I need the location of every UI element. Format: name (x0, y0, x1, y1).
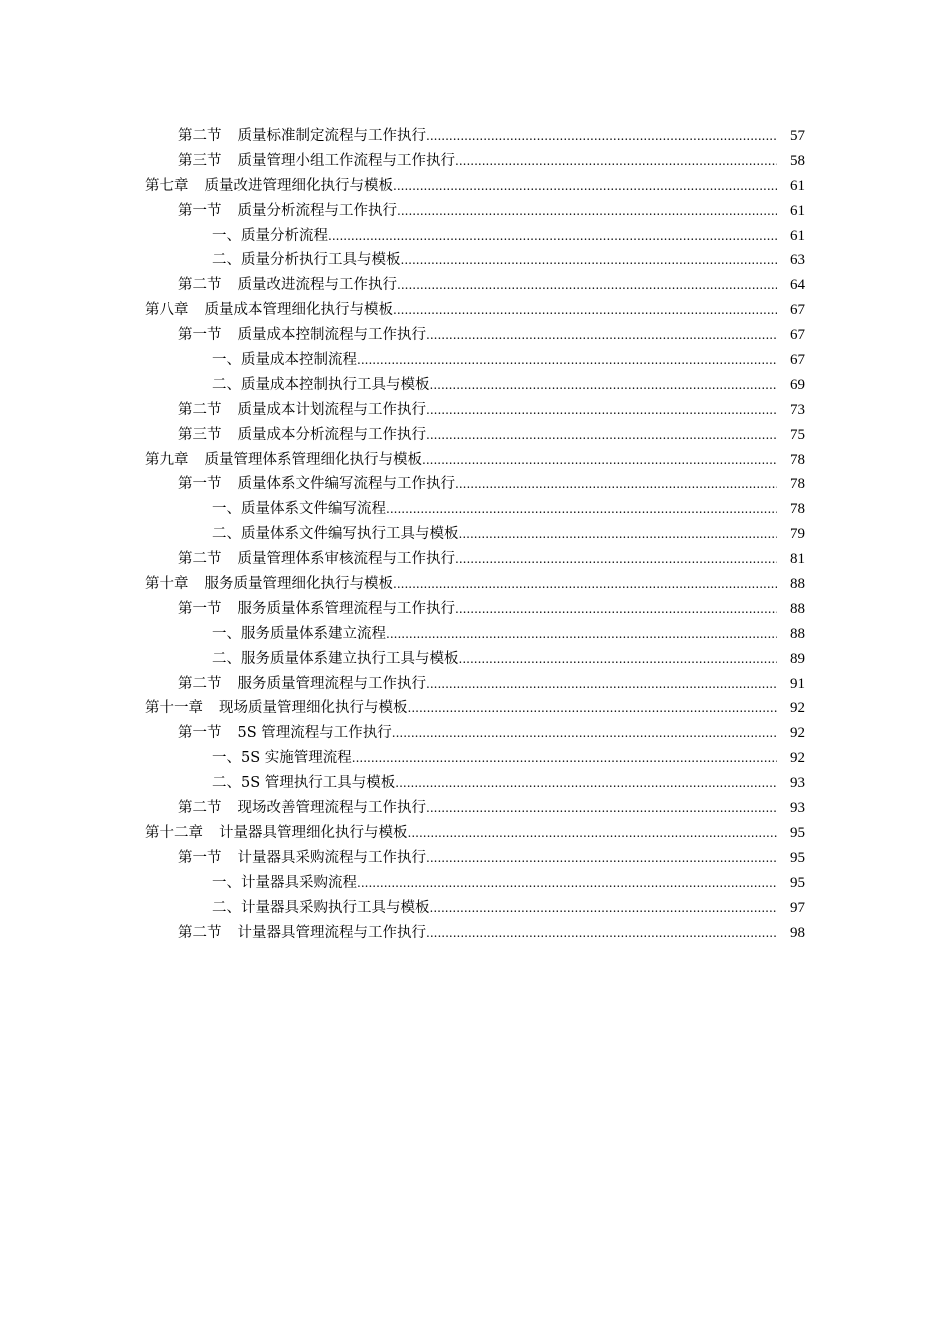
toc-entry[interactable] (0, 572, 950, 597)
toc-entry-title: 质量成本控制流程与工作执行 (237, 327, 426, 344)
toc-entry[interactable] (0, 796, 950, 821)
toc-entry-title: 二、服务质量体系建立执行工具与模板 (212, 650, 459, 667)
toc-entry-title: 二、质量体系文件编写执行工具与模板 (212, 526, 459, 543)
toc-entry-title: 质量标准制定流程与工作执行 (237, 128, 426, 144)
toc-entry[interactable] (0, 124, 950, 149)
toc-page-number: 81 (790, 551, 805, 568)
toc-page-number: 92 (790, 725, 805, 742)
toc-entry-label (145, 821, 408, 846)
toc-entry-label (178, 423, 426, 448)
toc-entry-title: 5S 管理流程与工作执行 (237, 725, 392, 742)
toc-dot-leader (426, 921, 777, 946)
toc-entry-label (178, 796, 426, 821)
toc-entry-title: 质量体系文件编写流程与工作执行 (237, 476, 455, 493)
toc-entry-number: 第九章 (145, 451, 189, 468)
toc-entry-title: 服务质量管理流程与工作执行 (237, 675, 426, 692)
toc-page-number: 88 (790, 600, 805, 617)
toc-entry[interactable] (0, 398, 950, 423)
toc-page-number: 67 (790, 352, 805, 369)
toc-entry-title: 质量成本管理细化执行与模板 (204, 302, 393, 319)
toc-entry-title: 一、服务质量体系建立流程 (212, 625, 386, 642)
toc-entry[interactable] (0, 921, 950, 946)
toc-entry-number: 第三节 (178, 426, 222, 443)
toc-entry-title: 质量分析流程与工作执行 (237, 202, 397, 219)
toc-dot-leader (392, 721, 777, 746)
toc-page-number: 64 (790, 277, 805, 294)
toc-dot-leader (386, 622, 777, 647)
toc-entry[interactable] (0, 746, 950, 771)
toc-entry-number: 第一节 (178, 725, 222, 742)
toc-entry[interactable] (0, 846, 950, 871)
toc-page-number: 78 (790, 501, 805, 518)
table-of-contents (0, 124, 950, 945)
toc-dot-leader (426, 423, 777, 448)
toc-entry-label (212, 224, 328, 249)
toc-entry-title: 质量管理体系管理细化执行与模板 (204, 451, 422, 468)
toc-page-number: 92 (790, 750, 805, 767)
toc-entry[interactable] (0, 273, 950, 298)
toc-entry[interactable] (0, 423, 950, 448)
toc-entry-label (178, 921, 426, 946)
toc-dot-leader (352, 746, 777, 771)
toc-entry-label (212, 622, 386, 647)
toc-entry-title: 一、5S 实施管理流程 (212, 750, 352, 767)
toc-entry-label (212, 871, 357, 896)
toc-entry[interactable] (0, 149, 950, 174)
toc-entry-title: 一、计量器具采购流程 (212, 874, 357, 891)
toc-entry-title: 现场改善管理流程与工作执行 (237, 800, 426, 817)
toc-entry[interactable] (0, 497, 950, 522)
toc-entry-label (145, 448, 422, 473)
toc-entry-number: 第一节 (178, 327, 222, 344)
toc-dot-leader (426, 323, 777, 348)
toc-entry-label (178, 547, 455, 572)
toc-entry-number: 第二节 (178, 924, 222, 941)
toc-entry-title: 质量改进流程与工作执行 (237, 277, 397, 294)
toc-entry-label (212, 522, 459, 547)
toc-entry-label (212, 746, 352, 771)
toc-entry-title: 计量器具管理细化执行与模板 (219, 824, 408, 841)
toc-entry-number: 第二节 (178, 675, 222, 692)
toc-page-number: 78 (790, 476, 805, 493)
toc-page-number: 78 (790, 451, 805, 468)
toc-entry-title: 计量器具管理流程与工作执行 (237, 924, 426, 941)
toc-entry-label (178, 149, 455, 174)
toc-entry-label (212, 497, 386, 522)
toc-page-number: 88 (790, 576, 805, 593)
toc-dot-leader (430, 373, 778, 398)
toc-entry-label (145, 174, 393, 199)
toc-entry-title: 二、质量分析执行工具与模板 (212, 252, 401, 269)
toc-entry[interactable] (0, 821, 950, 846)
toc-entry-number: 第二节 (178, 800, 222, 817)
toc-entry-title: 一、质量体系文件编写流程 (212, 501, 386, 518)
toc-entry-number: 第一节 (178, 849, 222, 866)
toc-entry-title: 质量成本分析流程与工作执行 (237, 426, 426, 443)
toc-page-number: 57 (790, 128, 805, 144)
toc-entry[interactable] (0, 696, 950, 721)
toc-entry[interactable] (0, 597, 950, 622)
toc-entry[interactable] (0, 224, 950, 249)
toc-entry-label (178, 273, 397, 298)
toc-page-number: 92 (790, 700, 805, 717)
toc-dot-leader (459, 522, 778, 547)
toc-entry-label (178, 472, 455, 497)
toc-page-number: 67 (790, 302, 805, 319)
toc-page-number: 93 (790, 800, 805, 817)
toc-entry[interactable] (0, 522, 950, 547)
toc-entry[interactable] (0, 323, 950, 348)
toc-entry-number: 第一节 (178, 202, 222, 219)
toc-entry[interactable] (0, 199, 950, 224)
toc-dot-leader (426, 672, 777, 697)
toc-entry-label (178, 124, 426, 149)
toc-entry-title: 质量改进管理细化执行与模板 (204, 177, 393, 194)
toc-entry-label (212, 373, 430, 398)
toc-entry-number: 第一节 (178, 476, 222, 493)
toc-page-number: 61 (790, 227, 805, 244)
toc-entry[interactable] (0, 647, 950, 672)
toc-dot-leader (455, 597, 777, 622)
toc-page-number: 95 (790, 824, 805, 841)
toc-page-number: 95 (790, 849, 805, 866)
toc-entry-title: 二、5S 管理执行工具与模板 (212, 775, 396, 792)
toc-entry-label (178, 199, 397, 224)
toc-entry-label (212, 771, 395, 796)
toc-entry-number: 第二节 (178, 277, 222, 294)
toc-dot-leader (455, 472, 777, 497)
toc-dot-leader (459, 647, 778, 672)
toc-entry[interactable] (0, 721, 950, 746)
toc-entry[interactable] (0, 248, 950, 273)
toc-dot-leader (408, 821, 778, 846)
toc-entry-title: 二、质量成本控制执行工具与模板 (212, 376, 430, 393)
toc-dot-leader (426, 124, 777, 149)
toc-entry-title: 服务质量体系管理流程与工作执行 (237, 600, 455, 617)
toc-entry-title: 质量管理体系审核流程与工作执行 (237, 551, 455, 568)
toc-entry-label (145, 298, 393, 323)
toc-dot-leader (328, 224, 777, 249)
toc-entry[interactable] (0, 672, 950, 697)
toc-entry-number: 第三节 (178, 152, 222, 169)
toc-entry-title: 二、计量器具采购执行工具与模板 (212, 899, 430, 916)
toc-entry-number: 第七章 (145, 177, 189, 194)
toc-entry[interactable] (0, 896, 950, 921)
toc-page-number: 88 (790, 625, 805, 642)
toc-entry-title: 质量成本计划流程与工作执行 (237, 401, 426, 418)
toc-entry-title: 质量管理小组工作流程与工作执行 (237, 152, 455, 169)
toc-dot-leader (395, 771, 777, 796)
toc-page-number: 61 (790, 202, 805, 219)
toc-entry-label (212, 348, 357, 373)
toc-dot-leader (386, 497, 777, 522)
toc-entry[interactable] (0, 373, 950, 398)
toc-dot-leader (357, 348, 777, 373)
toc-entry[interactable] (0, 448, 950, 473)
toc-entry[interactable] (0, 298, 950, 323)
toc-page-number: 63 (790, 252, 805, 269)
toc-dot-leader (397, 199, 777, 224)
toc-page-number: 98 (790, 924, 805, 941)
toc-dot-leader (357, 871, 777, 896)
toc-dot-leader (455, 149, 777, 174)
toc-entry-label (212, 647, 459, 672)
toc-entry-label (145, 572, 393, 597)
toc-entry-number: 第二节 (178, 401, 222, 418)
toc-entry-label (178, 323, 426, 348)
toc-dot-leader (426, 846, 777, 871)
toc-page-number: 97 (790, 899, 805, 916)
toc-entry[interactable] (0, 348, 950, 373)
toc-entry-label (178, 597, 455, 622)
toc-entry[interactable] (0, 547, 950, 572)
toc-page-number: 69 (790, 376, 805, 393)
toc-entry-title: 一、质量分析流程 (212, 227, 328, 244)
toc-dot-leader (430, 896, 778, 921)
toc-entry-label (212, 248, 401, 273)
toc-dot-leader (455, 547, 777, 572)
toc-page-number: 58 (790, 152, 805, 169)
toc-entry-number: 第一节 (178, 600, 222, 617)
toc-entry-number: 第二节 (178, 128, 222, 144)
toc-dot-leader (426, 398, 777, 423)
toc-entry-title: 一、质量成本控制流程 (212, 352, 357, 369)
toc-entry[interactable] (0, 771, 950, 796)
toc-page-number: 61 (790, 177, 805, 194)
toc-page-number: 75 (790, 426, 805, 443)
toc-dot-leader (422, 448, 777, 473)
toc-entry-title: 现场质量管理细化执行与模板 (219, 700, 408, 717)
toc-dot-leader (426, 796, 777, 821)
toc-dot-leader (397, 273, 777, 298)
toc-entry-label (178, 721, 392, 746)
toc-dot-leader (393, 572, 777, 597)
toc-entry-number: 第八章 (145, 302, 189, 319)
toc-page-number: 89 (790, 650, 805, 667)
toc-entry-label (178, 672, 426, 697)
toc-dot-leader (408, 696, 778, 721)
toc-entry-title: 服务质量管理细化执行与模板 (204, 576, 393, 593)
toc-entry-label (178, 398, 426, 423)
toc-entry[interactable] (0, 472, 950, 497)
toc-entry-title: 计量器具采购流程与工作执行 (237, 849, 426, 866)
toc-dot-leader (401, 248, 778, 273)
toc-entry[interactable] (0, 174, 950, 199)
toc-entry-label (178, 846, 426, 871)
toc-entry[interactable] (0, 622, 950, 647)
toc-page-number: 91 (790, 675, 805, 692)
toc-dot-leader (393, 174, 777, 199)
toc-entry-label (212, 896, 430, 921)
toc-page-number: 67 (790, 327, 805, 344)
toc-entry-number: 第十一章 (145, 700, 203, 717)
toc-entry-number: 第十二章 (145, 824, 203, 841)
toc-page-number: 73 (790, 401, 805, 418)
toc-entry-number: 第二节 (178, 551, 222, 568)
toc-entry-label (145, 696, 408, 721)
toc-entry-number: 第十章 (145, 576, 189, 593)
toc-page-number: 79 (790, 526, 805, 543)
toc-dot-leader (393, 298, 777, 323)
toc-page-number: 95 (790, 874, 805, 891)
toc-entry[interactable] (0, 871, 950, 896)
toc-page-number: 93 (790, 775, 805, 792)
